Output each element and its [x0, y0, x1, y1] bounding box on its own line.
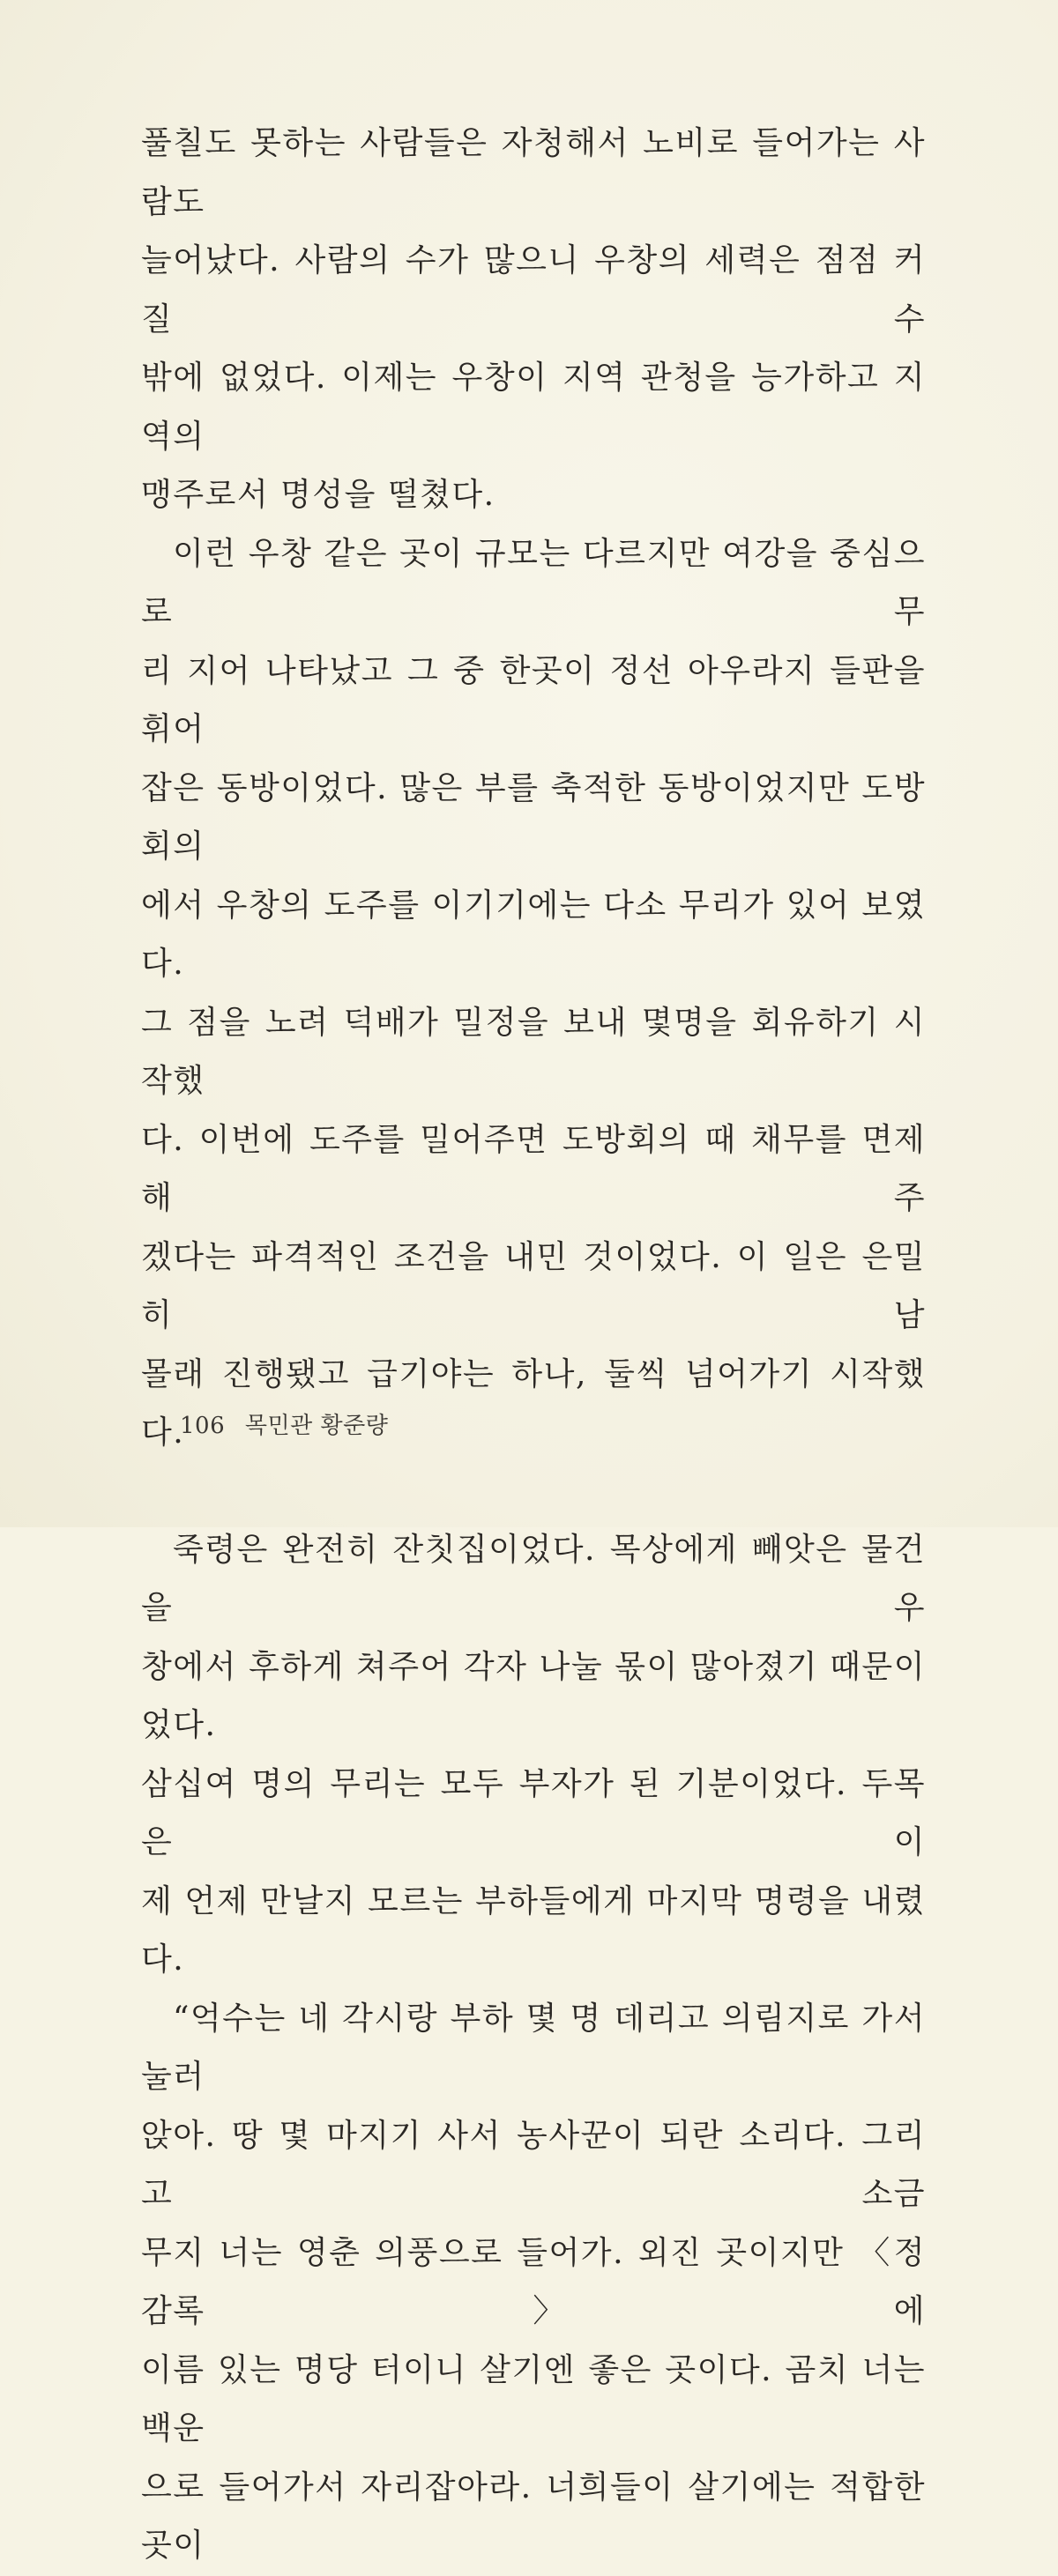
- text-line: 겠다는 파격적인 조건을 내민 것이었다. 이 일은 은밀히 남: [141, 1238, 926, 1333]
- text-line: 몰래 진행됐고 급기야는 하나, 둘씩 넘어가기 시작했다.: [141, 1355, 926, 1451]
- text-line: 맹주로서 명성을 떨쳤다.: [141, 477, 495, 513]
- text-line: 리 지어 나타났고 그 중 한곳이 정선 아우라지 들판을 휘어: [141, 652, 926, 747]
- text-line: 잡은 동방이었다. 많은 부를 축적한 동방이었지만 도방회의: [141, 769, 926, 865]
- text-line: 이름 있는 명당 터이니 살기엔 좋은 곳이다. 곰치 너는 백운: [141, 2351, 926, 2446]
- paragraph-2: [141, 525, 926, 1463]
- text-line: 으로 들어가서 자리잡아라. 너희들이 살기에는 적합한 곳이: [141, 2468, 926, 2564]
- text-line: 에서 우창의 도주를 이기기에는 다소 무리가 있어 보였다.: [141, 887, 926, 982]
- page-footer: [180, 1407, 388, 1440]
- text-line: 죽령은 완전히 잔칫집이었다. 목상에게 빼앗은 물건을 우: [141, 1531, 926, 1626]
- text-line: 이런 우창 같은 곳이 규모는 다르지만 여강을 중심으로 무: [141, 535, 926, 630]
- text-line: 무지 너는 영춘 의풍으로 들어가. 외진 곳이지만 〈정감록〉에: [141, 2234, 926, 2329]
- text-line: 제 언제 만날지 모르는 부하들에게 마지막 명령을 내렸다.: [141, 1882, 926, 1978]
- paragraph-3: [141, 1521, 926, 1990]
- text-line: 앉아. 땅 몇 마지기 사서 농사꾼이 되란 소리다. 그리고 소금: [141, 2117, 926, 2212]
- text-line: 밖에 없었다. 이제는 우창이 지역 관청을 능가하고 지역의: [141, 360, 926, 455]
- text-line: 그 점을 노려 덕배가 밀정을 보내 몇명을 회유하기 시작했: [141, 1004, 926, 1099]
- text-line: 삼십여 명의 무리는 모두 부자가 된 기분이었다. 두목은 이: [141, 1765, 926, 1860]
- book-title: 목민관 황준량: [244, 1413, 389, 1439]
- page-number: 106: [180, 1413, 226, 1439]
- paragraph-4: [141, 1990, 926, 2576]
- section-break: [141, 1463, 926, 1521]
- paragraph-1: [141, 115, 926, 525]
- text-line: 늘어났다. 사람의 수가 많으니 우창의 세력은 점점 커질 수: [141, 242, 926, 338]
- text-line: 풀칠도 못하는 사람들은 자청해서 노비로 들어가는 사람도: [141, 125, 926, 220]
- text-line: 다. 이번에 도주를 밀어주면 도방회의 때 채무를 면제해 주: [141, 1121, 926, 1216]
- body-text: [141, 115, 926, 2576]
- text-line: “억수는 네 각시랑 부하 몇 명 데리고 의림지로 가서 눌러: [141, 2000, 926, 2095]
- text-line: 창에서 후하게 쳐주어 각자 나눌 몫이 많아졌기 때문이었다.: [141, 1648, 926, 1743]
